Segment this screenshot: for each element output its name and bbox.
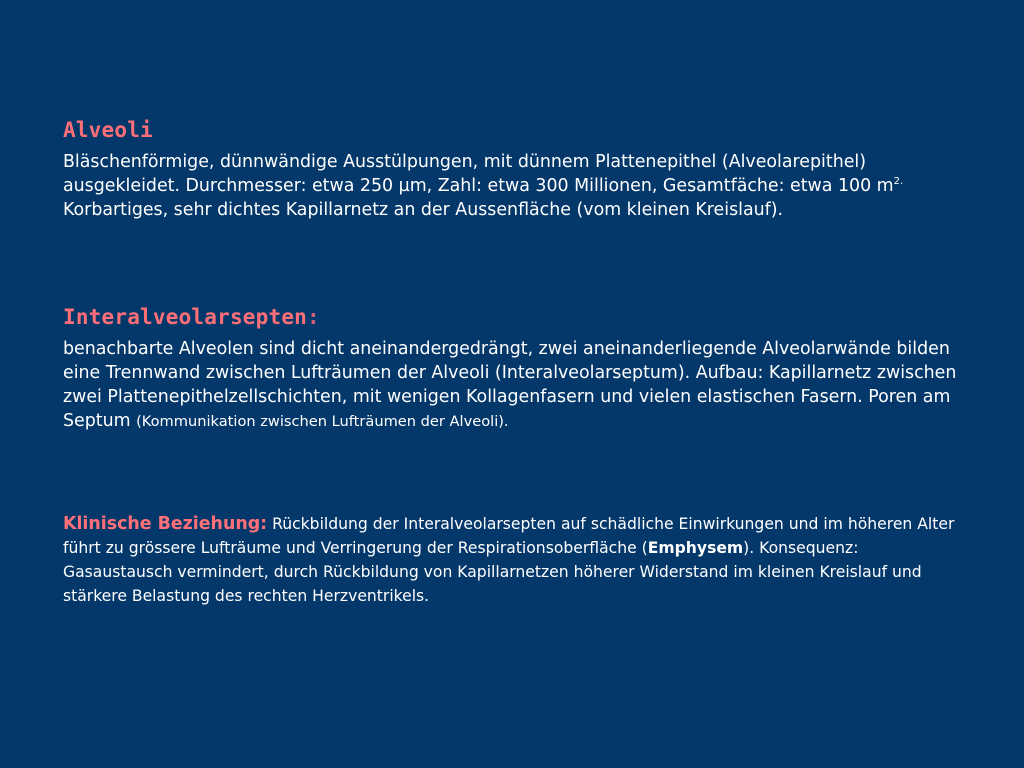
- clinical-label: Klinische Beziehung:: [63, 514, 268, 534]
- alveoli-text: [63, 150, 968, 222]
- septen-section: [63, 303, 968, 434]
- septen-small-text: (Kommunikation zwischen Lufträumen der Alveoli).: [136, 413, 509, 430]
- clinical-text-1: Rückbildung der Interalveolarsepten auf schädliche Einwirkungen und im höheren Alter führt zu grössere Lufträume und Verringerung der Respirationsoberfläche (: [63, 515, 955, 557]
- alveoli-line-3: Korbartiges, sehr dichtes Kapillarnetz an der Aussenfläche (vom kleinen Kreislauf).: [63, 200, 784, 220]
- heading-colon: :: [307, 305, 320, 329]
- clinical-text-2: ). Konsequenz: Gasaustausch vermindert, durch Rückbildung von Kapillarnetzen höherer Widerstand im kleinen Kreislauf und stärkere Belastung des rechten Herzventrikels.: [63, 539, 922, 605]
- alveoli-line-1: Bläschenförmige, dünnwändige Ausstülpungen, mit dünnem Plattenepithel (Alveolarepithel): [63, 152, 867, 172]
- emphysem-term: Emphysem: [647, 539, 744, 557]
- superscript: 2.: [893, 176, 904, 188]
- alveoli-heading: Alveoli: [63, 118, 153, 142]
- septen-main-text: benachbarte Alveolen sind dicht aneinandergedrängt, zwei aneinanderliegende Alveolarwände bilden eine Trennwand zwischen Lufträumen der Alveoli (Interalveolarseptum). Aufbau: Kapillarnetz zwischen zwei Plattenepithelzellschichten, mit wenigen Kollagenfasern und vielen elastischen Fasern. Poren am Septum: [63, 339, 957, 431]
- alveoli-line-2: ausgekleidet. Durchmesser: etwa 250 µm, Zahl: etwa 300 Millionen, Gesamtfäche: etwa 100 m: [63, 176, 894, 196]
- clinical-section: [63, 512, 968, 608]
- alveoli-section: [63, 116, 968, 222]
- septen-heading: Interalveolarsepten:: [63, 305, 320, 329]
- septen-text: [63, 337, 968, 434]
